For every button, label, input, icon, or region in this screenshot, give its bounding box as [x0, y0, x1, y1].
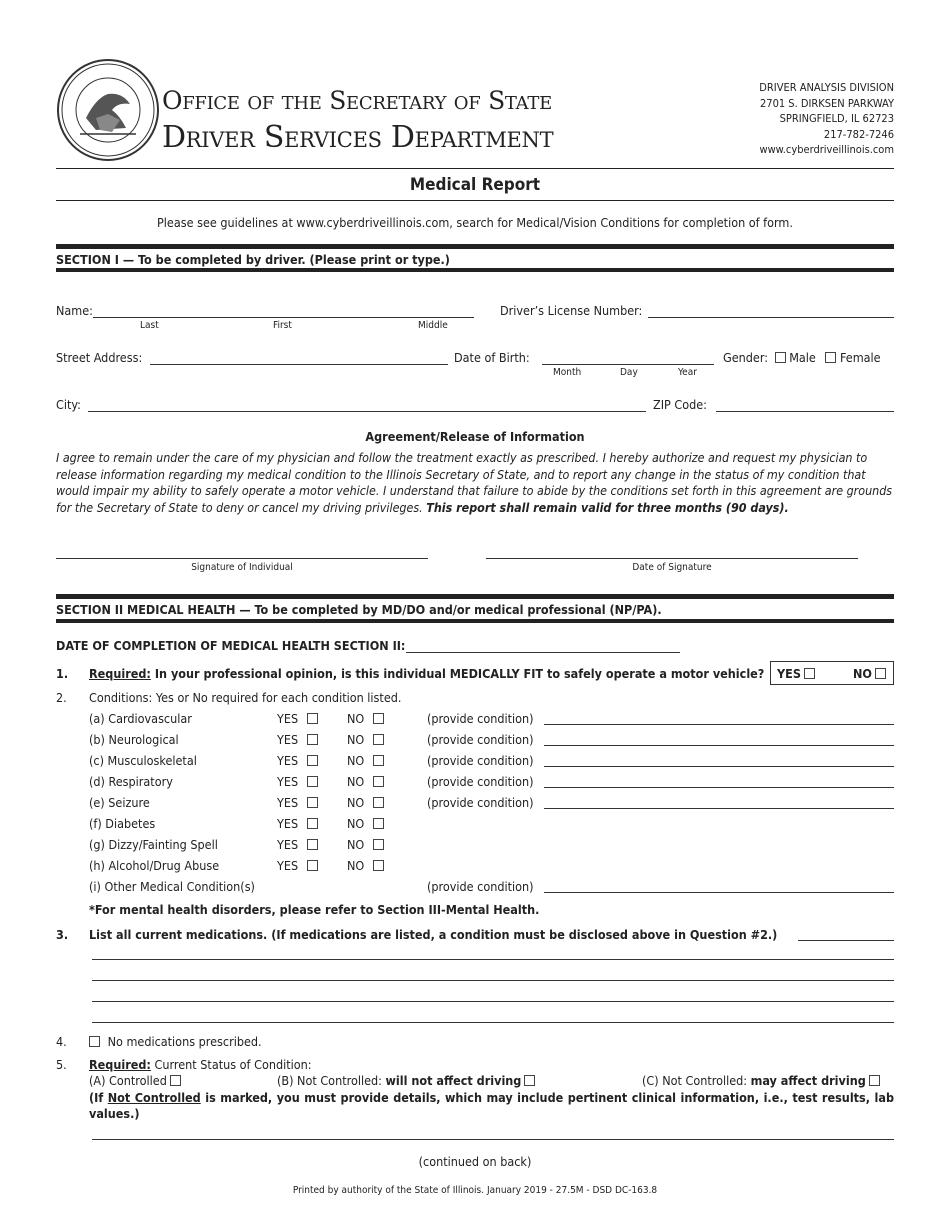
divider: [56, 168, 894, 169]
name-sub-last: Last: [140, 320, 159, 331]
female-label: Female: [840, 350, 881, 365]
condition-no: [347, 837, 384, 852]
address-line: SPRINGFIELD, IL 62723: [779, 112, 894, 125]
name-sub-middle: Middle: [418, 320, 448, 331]
condition-yes: [277, 732, 318, 747]
condition-yes-label: YES: [277, 858, 299, 873]
q5-required: Required:: [89, 1057, 151, 1072]
condition-no-label: NO: [347, 816, 365, 831]
q5-c-bold: may affect driving: [750, 1073, 866, 1088]
q3-text: List all current medications. (If medications are listed, a condition must be disclosed above in Question #2.): [89, 927, 778, 942]
condition-label: (i) Other Medical Condition(s): [89, 879, 255, 894]
q5-question: Current Status of Condition:: [154, 1057, 312, 1072]
q4-number: 4.: [56, 1034, 67, 1049]
address-line: 2701 S. DIRKSEN PARKWAY: [759, 96, 894, 110]
condition-no-label: NO: [347, 732, 365, 747]
gender-label: Gender:: [723, 350, 769, 365]
dob-field[interactable]: [542, 350, 714, 365]
condition-yes: [277, 858, 318, 873]
q5-a-checkbox[interactable]: [170, 1075, 181, 1086]
q5-option-c: [642, 1073, 880, 1088]
q5-note-post: is marked, you must provide details, which may include pertinent clinical information, i.e., test results, lab values.): [89, 1090, 894, 1121]
condition-yes-label: YES: [277, 774, 299, 789]
condition-yes: [277, 837, 318, 852]
no-medications-label: No medications prescribed.: [107, 1034, 262, 1049]
medications-line[interactable]: [92, 988, 894, 1002]
q5-note-underline: Not Controlled: [107, 1090, 201, 1105]
condition-no-label: NO: [347, 795, 365, 810]
q5-option-a: [89, 1073, 181, 1088]
medications-line[interactable]: [92, 1009, 894, 1023]
q1-no: [853, 666, 886, 681]
condition-yes: [277, 711, 318, 726]
q5-b-label: (B) Not Controlled:: [277, 1073, 386, 1088]
provide-condition-label: (provide condition): [427, 753, 534, 768]
section-rule: [56, 594, 894, 599]
condition-row: [0, 795, 950, 815]
dob-sub-day: Day: [620, 367, 638, 378]
q1-no-checkbox[interactable]: [875, 668, 886, 679]
condition-row: [0, 837, 950, 857]
q5-text: [89, 1057, 312, 1072]
provide-condition-field[interactable]: [544, 753, 894, 767]
signature-date-label: Date of Signature: [632, 562, 712, 573]
mental-health-note: *For mental health disorders, please refer to Section III-Mental Health.: [89, 902, 540, 917]
condition-label: (e) Seizure: [89, 795, 150, 810]
name-field[interactable]: [93, 303, 474, 318]
gender-group: [723, 350, 881, 365]
q5-b-checkbox[interactable]: [524, 1075, 535, 1086]
condition-label: (c) Musculoskeletal: [89, 753, 197, 768]
section-rule: [56, 619, 894, 623]
condition-row: [0, 711, 950, 731]
q1-yes: [777, 666, 815, 681]
q1-yes-label: YES: [777, 666, 801, 681]
condition-no-label: NO: [347, 711, 365, 726]
agreement-title: Agreement/Release of Information: [365, 429, 585, 444]
q5-b-bold: will not affect driving: [385, 1073, 522, 1088]
condition-yes-checkbox[interactable]: [307, 755, 318, 766]
q5-details-line[interactable]: [92, 1127, 894, 1140]
male-checkbox[interactable]: [775, 352, 786, 363]
provide-condition-field[interactable]: [544, 879, 894, 893]
condition-row: [0, 879, 950, 899]
condition-yes-checkbox[interactable]: [307, 860, 318, 871]
condition-yes-checkbox[interactable]: [307, 713, 318, 724]
signature-date-field[interactable]: [486, 545, 858, 559]
q2-number: 2.: [56, 690, 67, 705]
office-title: Office of the Secretary of State: [162, 86, 552, 115]
address-line: www.cyberdriveillinois.com: [759, 143, 894, 156]
provide-condition-label: (provide condition): [427, 711, 534, 726]
city-field[interactable]: [88, 397, 646, 412]
condition-yes-label: YES: [277, 795, 299, 810]
street-field[interactable]: [150, 350, 448, 365]
address-line: 217-782-7246: [823, 127, 894, 141]
condition-label: (g) Dizzy/Fainting Spell: [89, 837, 218, 852]
city-label: City:: [56, 397, 81, 412]
division-address: [759, 80, 894, 158]
condition-yes: [277, 753, 318, 768]
condition-no: [347, 753, 384, 768]
continued-note: (continued on back): [418, 1154, 532, 1169]
address-line: DRIVER ANALYSIS DIVISION: [759, 81, 894, 94]
street-label: Street Address:: [56, 350, 143, 365]
condition-no-label: NO: [347, 858, 365, 873]
male-label: Male: [789, 350, 816, 365]
zip-label: ZIP Code:: [653, 397, 707, 412]
condition-yes-checkbox[interactable]: [307, 797, 318, 808]
condition-no-label: NO: [347, 753, 365, 768]
dept-title: Driver Services Department: [162, 120, 554, 155]
condition-row: [0, 816, 950, 836]
provide-condition-field[interactable]: [544, 711, 894, 725]
name-label: Name:: [56, 303, 93, 318]
agreement-paragraph: [56, 450, 894, 516]
condition-yes: [277, 816, 318, 831]
provide-condition-label: (provide condition): [427, 774, 534, 789]
condition-yes-checkbox[interactable]: [307, 818, 318, 829]
section2-heading: SECTION II MEDICAL HEALTH — To be completed by MD/DO and/or medical professional (NP/PA).: [56, 602, 662, 617]
section-rule: [56, 268, 894, 272]
guidelines-text: Please see guidelines at www.cyberdriveillinois.com, search for Medical/Vision Conditions for completion of form.: [157, 215, 793, 230]
condition-row: [0, 858, 950, 878]
condition-no: [347, 774, 384, 789]
medications-line[interactable]: [92, 946, 894, 960]
no-medications-checkbox[interactable]: [89, 1036, 100, 1047]
state-seal: [56, 58, 160, 162]
section-rule: [56, 244, 894, 249]
condition-yes: [277, 774, 318, 789]
provide-condition-label: (provide condition): [427, 879, 534, 894]
condition-yes-checkbox[interactable]: [307, 734, 318, 745]
condition-label: (b) Neurological: [89, 732, 179, 747]
q3-inline-field[interactable]: [798, 927, 894, 941]
condition-no: [347, 732, 384, 747]
condition-yes-label: YES: [277, 837, 299, 852]
divider: [56, 200, 894, 201]
condition-yes: [277, 795, 318, 810]
provide-condition-label: (provide condition): [427, 795, 534, 810]
q1-no-label: NO: [853, 666, 872, 681]
condition-label: (d) Respiratory: [89, 774, 173, 789]
q5-a-label: (A) Controlled: [89, 1073, 167, 1088]
condition-label: (a) Cardiovascular: [89, 711, 192, 726]
condition-no: [347, 858, 384, 873]
q1-question: In your professional opinion, is this individual MEDICALLY FIT to safely operate a motor vehicle?: [154, 666, 765, 681]
condition-no-checkbox[interactable]: [373, 755, 384, 766]
q5-number: 5.: [56, 1057, 67, 1072]
form-title: Medical Report: [409, 175, 541, 195]
condition-yes-label: YES: [277, 732, 299, 747]
completion-date-field[interactable]: [406, 638, 680, 653]
agreement-validity: This report shall remain valid for three months (90 days).: [426, 499, 789, 515]
dob-sub-month: Month: [553, 367, 582, 378]
condition-yes-label: YES: [277, 711, 299, 726]
condition-row: [0, 732, 950, 752]
condition-no: [347, 795, 384, 810]
q5-note-pre: (If: [89, 1090, 108, 1105]
agreement-text: I agree to remain under the care of my physician and follow the treatment exactly as prescribed. I hereby authorize and request my physician to release information regarding my medical condition to the Illinois Secretary of State, and to report any change in the status of my condition that would impair my ability to safely operate a motor vehicle. I understand that failure to abide by the conditions set forth in this agreement are grounds for the Secretary of State to deny or cancel my driving privileges.: [56, 450, 893, 515]
q5-option-b: [277, 1073, 535, 1088]
provide-condition-field[interactable]: [544, 774, 894, 788]
dl-label: Driver’s License Number:: [500, 303, 643, 318]
condition-yes-label: YES: [277, 753, 299, 768]
condition-no-checkbox[interactable]: [373, 818, 384, 829]
dob-label: Date of Birth:: [454, 350, 530, 365]
name-sub-first: First: [273, 320, 292, 331]
condition-row: [0, 774, 950, 794]
condition-yes-checkbox[interactable]: [307, 839, 318, 850]
condition-yes-checkbox[interactable]: [307, 776, 318, 787]
section1-heading: SECTION I — To be completed by driver. (Please print or type.): [56, 252, 450, 267]
condition-label: (f) Diabetes: [89, 816, 156, 831]
condition-no-checkbox[interactable]: [373, 776, 384, 787]
female-checkbox[interactable]: [825, 352, 836, 363]
condition-no: [347, 816, 384, 831]
signature-field[interactable]: [56, 545, 428, 559]
medications-line[interactable]: [92, 967, 894, 981]
provide-condition-field[interactable]: [544, 795, 894, 809]
q1-yes-checkbox[interactable]: [804, 668, 815, 679]
condition-no-checkbox[interactable]: [373, 839, 384, 850]
q1-number: 1.: [56, 666, 69, 681]
q5-c-checkbox[interactable]: [869, 1075, 880, 1086]
q3-number: 3.: [56, 927, 69, 942]
q1-text: [89, 666, 764, 681]
condition-row: [0, 753, 950, 773]
dob-sub-year: Year: [678, 367, 697, 378]
completion-date-label: DATE OF COMPLETION OF MEDICAL HEALTH SECTION II:: [56, 638, 406, 653]
q1-required: Required:: [89, 666, 151, 681]
provide-condition-field[interactable]: [544, 732, 894, 746]
q4-row: [86, 1034, 262, 1049]
signature-label: Signature of Individual: [191, 562, 293, 573]
q5-c-label: (C) Not Controlled:: [642, 1073, 751, 1088]
condition-no-checkbox[interactable]: [373, 860, 384, 871]
condition-no-checkbox[interactable]: [373, 713, 384, 724]
condition-no-label: NO: [347, 837, 365, 852]
zip-field[interactable]: [716, 397, 894, 412]
q5-note: [89, 1090, 894, 1122]
condition-label: (h) Alcohol/Drug Abuse: [89, 858, 220, 873]
q1-answer-box: [770, 661, 894, 685]
condition-no-label: NO: [347, 774, 365, 789]
condition-no-checkbox[interactable]: [373, 734, 384, 745]
dl-field[interactable]: [648, 303, 894, 318]
condition-no: [347, 711, 384, 726]
printed-authority: Printed by authority of the State of Illinois. January 2019 - 27.5M - DSD DC-163.8: [292, 1185, 658, 1196]
provide-condition-label: (provide condition): [427, 732, 534, 747]
condition-no-checkbox[interactable]: [373, 797, 384, 808]
condition-yes-label: YES: [277, 816, 299, 831]
q2-text: Conditions: Yes or No required for each condition listed.: [89, 690, 402, 705]
